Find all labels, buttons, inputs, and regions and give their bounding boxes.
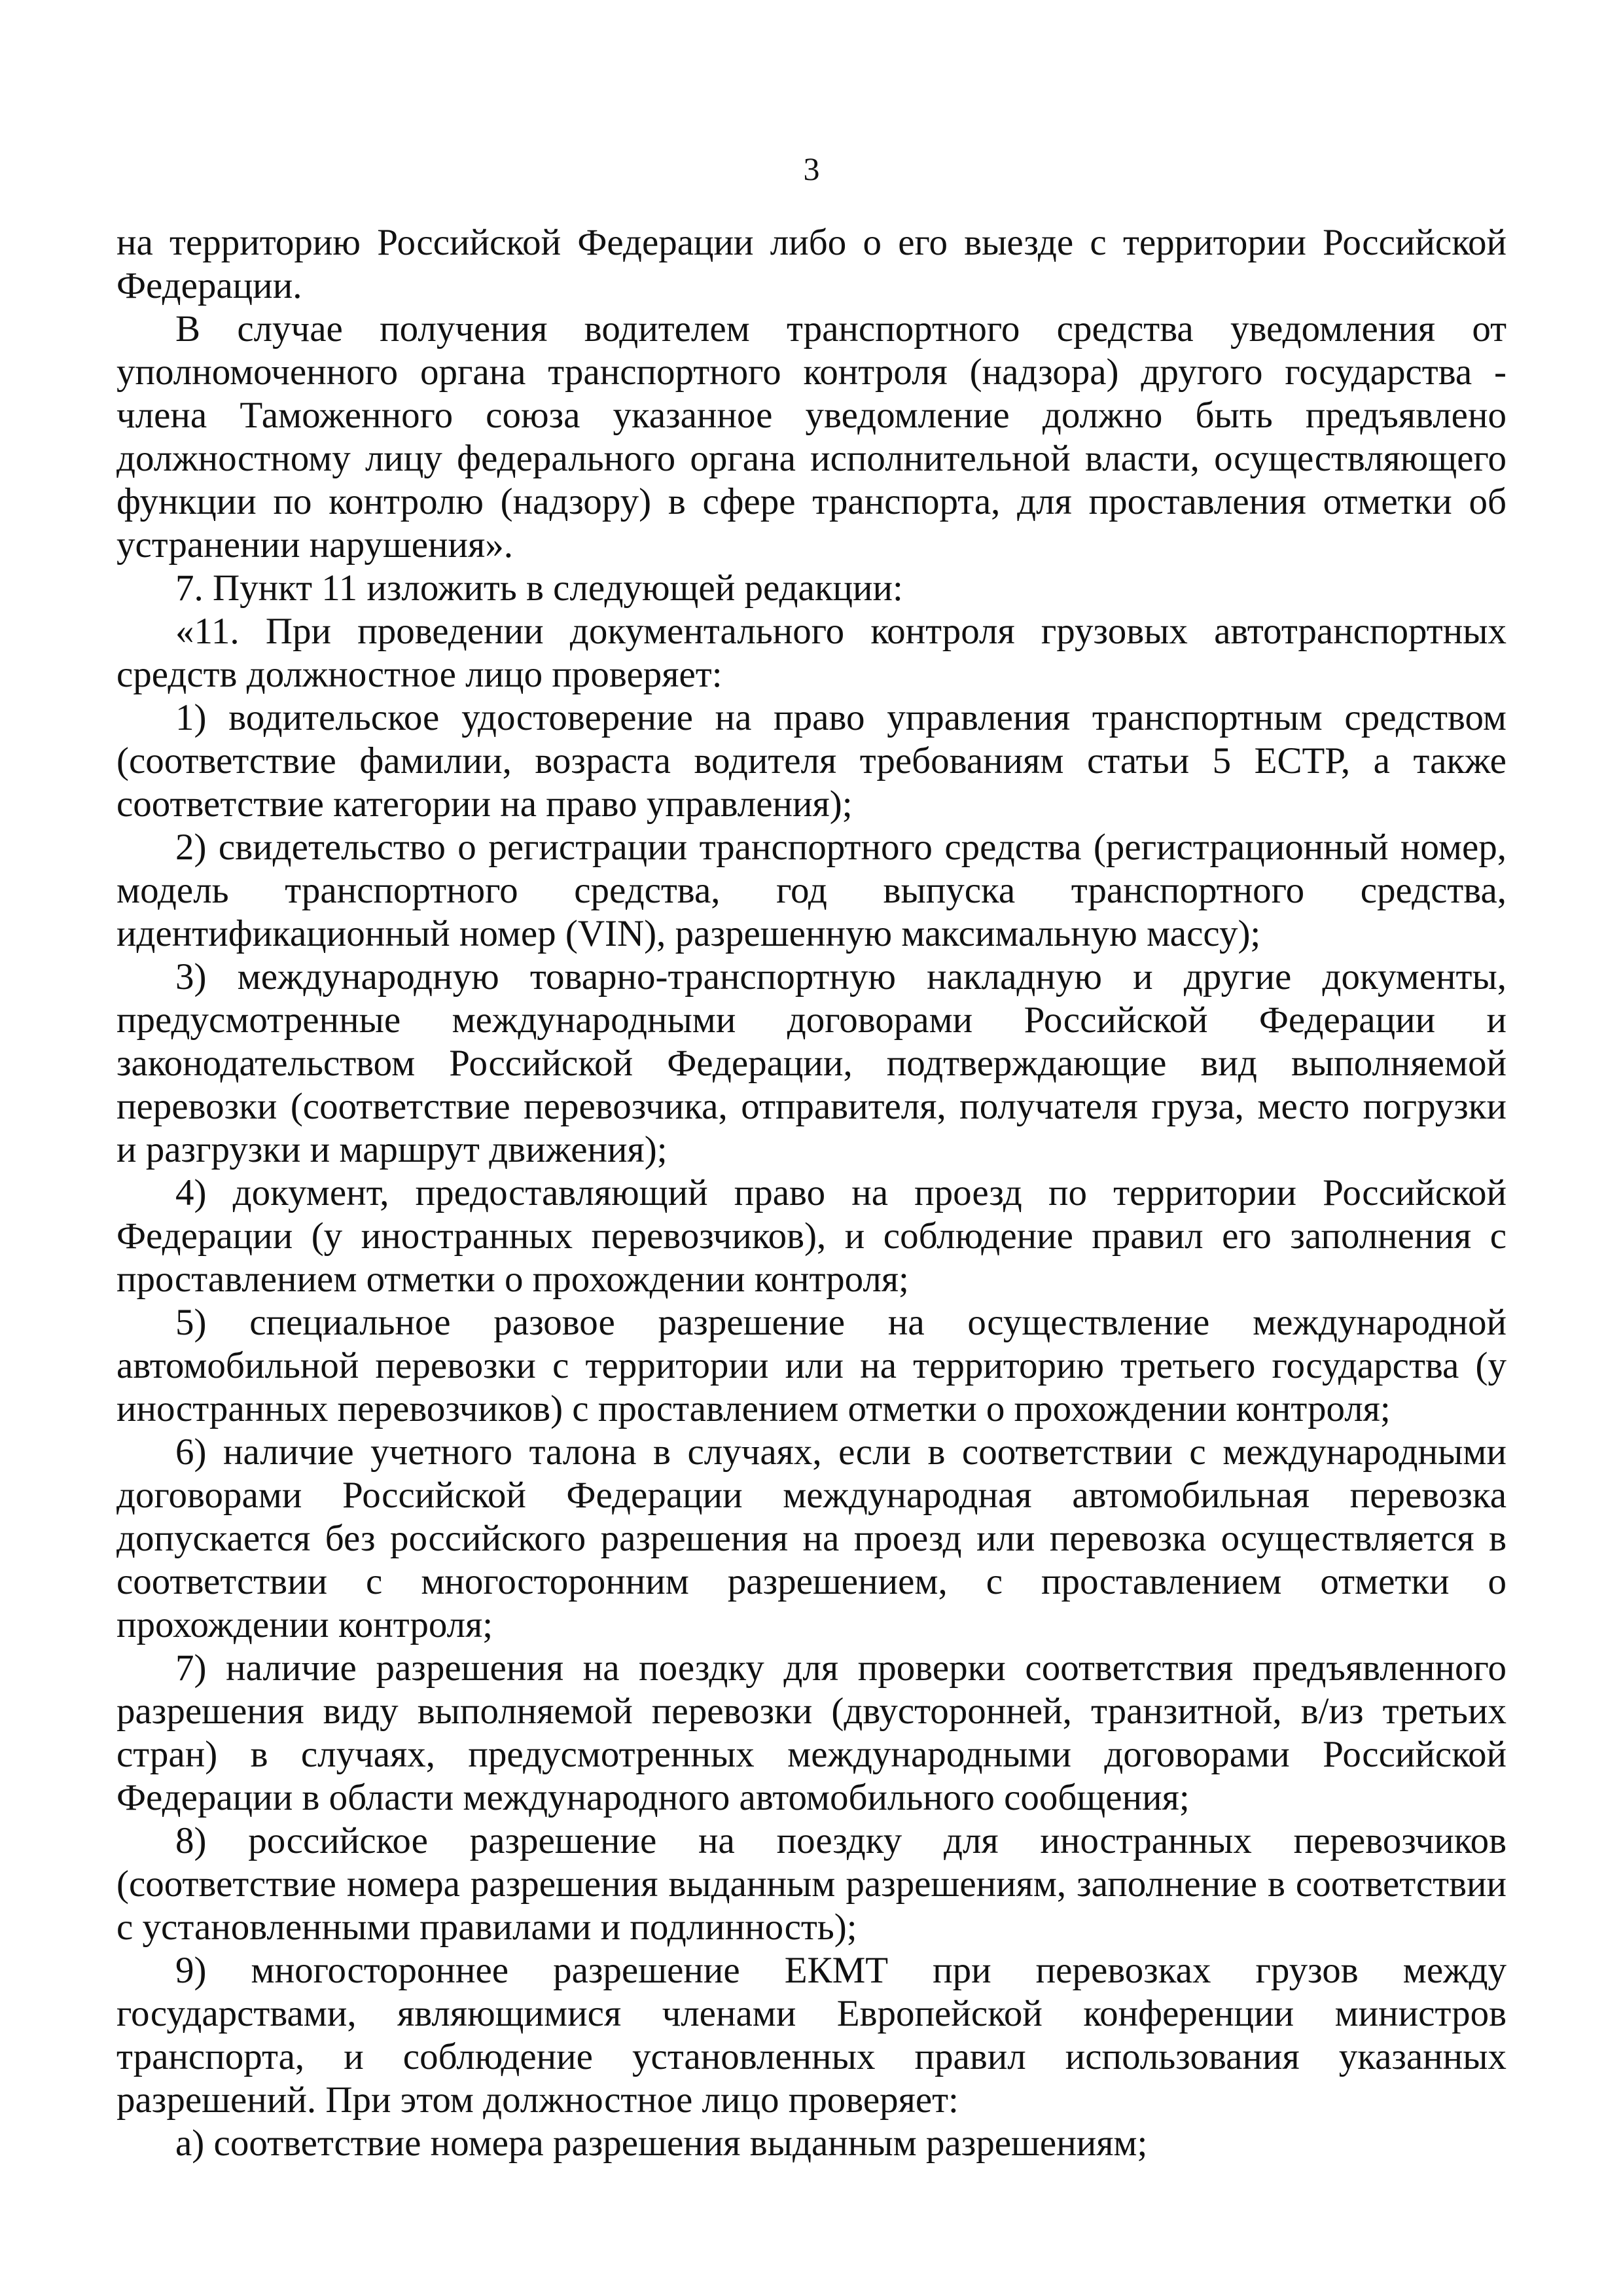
page-number: 3	[803, 151, 820, 187]
list-item: 8) российское разрешение на поездку для иностранных перевозчиков (соответствие номера разрешения выданным разрешениям, заполнение в соответствии с установленными правилами и подлинность);	[116, 1820, 1507, 1948]
list-item: 9) многостороннее разрешение ЕКМТ при перевозках грузов между государствами, являющимися членами Европейской конференции министров транспорта, и соблюдение установленных правил использования указанных разрешений. При этом должностное лицо проверяет:	[116, 1950, 1507, 2121]
list-item: а) соответствие номера разрешения выданным разрешениям;	[175, 2123, 1148, 2164]
list-item: 3) международную товарно-транспортную накладную и другие документы, предусмотренные международными договорами Российской Федерации и законодательством Российской Федерации, подтверждающие вид выполняемой перевозки (соответствие перевозчика, отправителя, получателя груза, место погрузки и разгрузки и маршрут движения);	[116, 956, 1507, 1170]
list-item: 6) наличие учетного талона в случаях, если в соответствии с международными договорами Российской Федерации международная автомобильная перевозка допускается без российского разрешения на проезд или перевозка осуществляется в соответствии с многосторонним разрешением, с проставлением отметки о прохождении контроля;	[116, 1431, 1507, 1645]
list-item: 5) специальное разовое разрешение на осуществление международной автомобильной перевозки с территории или на территорию третьего государства (у иностранных перевозчиков) с проставлением отметки о прохождении контроля;	[116, 1302, 1507, 1429]
list-item: 7) наличие разрешения на поездку для проверки соответствия предъявленного разрешения виду выполняемой перевозки (двусторонней, транзитной, в/из третьих стран) в случаях, предусмотренных международными договорами Российской Федерации в области международного автомобильного сообщения;	[116, 1647, 1507, 1818]
paragraph: В случае получения водителем транспортного средства уведомления от уполномоченного органа транспортного контроля (надзора) другого государства - члена Таможенного союза указанное уведомление должно быть предъявлено должностному лицу федерального органа исполнительной власти, осуществляющего функции по контролю (надзору) в сфере транспорта, для проставления отметки об устранении нарушения».	[116, 308, 1507, 565]
paragraph: «11. При проведении документального контроля грузовых автотранспортных средств должностное лицо проверяет:	[116, 611, 1507, 695]
document-body	[116, 221, 1507, 2165]
paragraph: 7. Пункт 11 изложить в следующей редакции:	[175, 567, 903, 609]
list-item: 2) свидетельство о регистрации транспортного средства (регистрационный номер, модель транспортного средства, год выпуска транспортного средства, идентификационный номер (VIN), разрешенную максимальную массу);	[116, 827, 1507, 954]
list-item: 4) документ, предоставляющий право на проезд по территории Российской Федерации (у иностранных перевозчиков), и соблюдение правил его заполнения с проставлением отметки о прохождении контроля;	[116, 1172, 1507, 1300]
paragraph: на территорию Российской Федерации либо о его выезде с территории Российской Федерации.	[116, 222, 1507, 306]
list-item: 1) водительское удостоверение на право управления транспортным средством (соответствие фамилии, возраста водителя требованиям статьи 5 ЕСТР, а также соответствие категории на право управления);	[116, 697, 1507, 825]
